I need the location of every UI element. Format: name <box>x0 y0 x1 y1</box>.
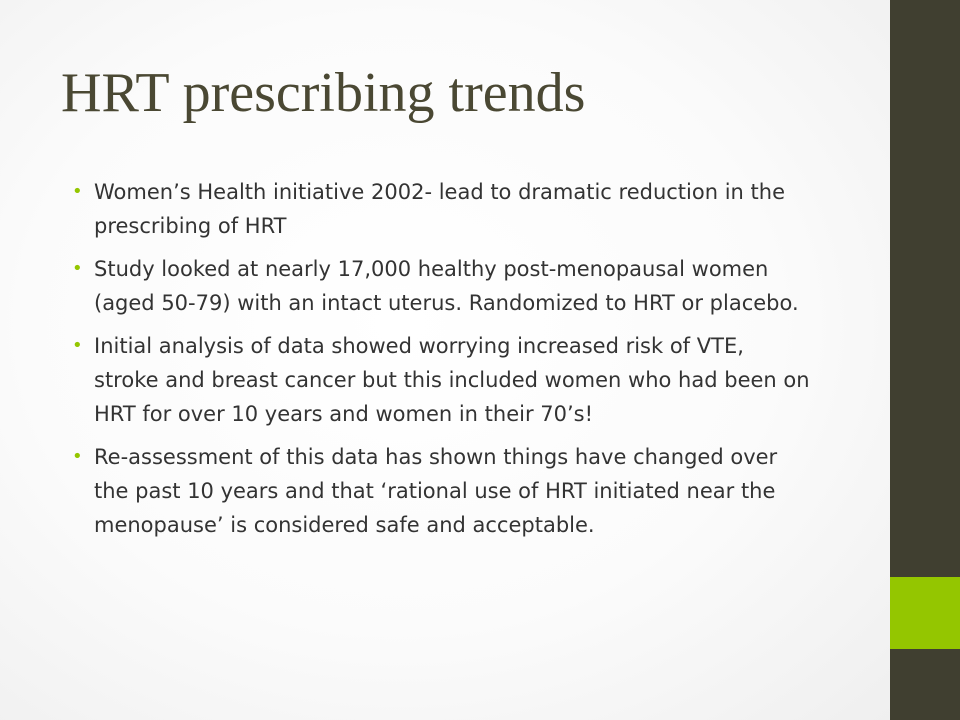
bullet-text: Study looked at nearly 17,000 healthy post-menopausal women (aged 50-79) with an intact uterus. Randomized to HRT or placebo. <box>94 257 799 315</box>
bullet-list <box>72 175 812 551</box>
bullet-text: Initial analysis of data showed worrying increased risk of VTE, stroke and breast cancer but this included women who had been on HRT for over 10 years and women in their 70’s! <box>94 334 810 426</box>
bullet-text: Re-assessment of this data has shown things have changed over the past 10 years and that ‘rational use of HRT initiated near the menopause’ is considered safe and acceptable. <box>94 445 778 537</box>
bullet-dot-icon: • <box>72 258 83 279</box>
side-bar-accent <box>890 577 960 649</box>
slide-title: HRT prescribing trends <box>61 62 586 124</box>
bullet-dot-icon: • <box>72 446 83 467</box>
bullet-item <box>72 329 812 431</box>
bullet-dot-icon: • <box>72 181 83 202</box>
bullet-text: Women’s Health initiative 2002- lead to dramatic reduction in the prescribing of HRT <box>94 180 785 238</box>
bullet-item <box>72 252 812 320</box>
bullet-item <box>72 175 812 243</box>
bullet-item <box>72 440 812 542</box>
bullet-dot-icon: • <box>72 335 83 356</box>
